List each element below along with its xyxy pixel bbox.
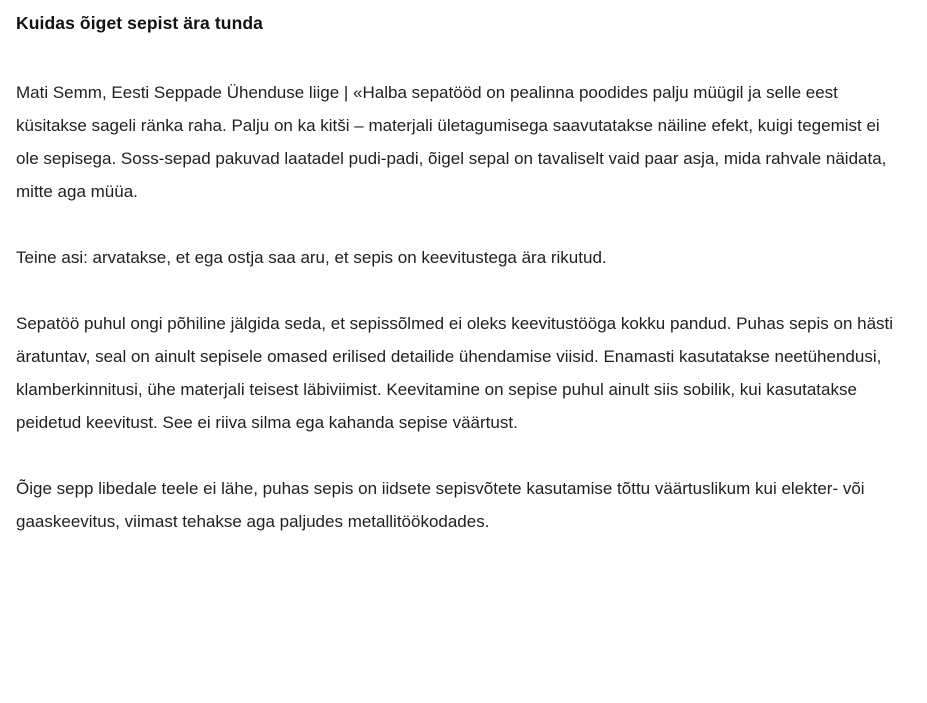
article-paragraph-1: Mati Semm, Eesti Seppade Ühenduse liige | «Halba sepatööd on pealinna poodides palju müügil ja selle eest küsitakse sageli ränka raha. Palju on ka kitši – materjali ületagumisega saavutatakse näiline efekt, kuigi tegemist ei ole sepisega. Soss-sepad pakuvad laatadel pudi-padi, õigel sepal on tavaliselt vaid paar asja, mida rahvale näidata, mitte aga müüa. xyxy=(16,82,887,201)
article-paragraph-4: Õige sepp libedale teele ei lähe, puhas sepis on iidsete sepisvõtete kasutamise tõttu väärtuslikum kui elekter- või gaaskeevitus, viimast tehakse aga paljudes metallitöökodades. xyxy=(16,478,865,531)
article-paragraph-2: Teine asi: arvatakse, et ega ostja saa aru, et sepis on keevitustega ära rikutud. xyxy=(16,247,607,267)
page-title: Kuidas õiget sepist ära tunda xyxy=(16,13,263,33)
article-paragraph-3: Sepatöö puhul ongi põhiline jälgida seda, et sepissõlmed ei oleks keevitustööga kokku pandud. Puhas sepis on hästi äratuntav, seal on ainult sepisele omased erilised detailide ühendamise viisid. Enamasti kasutatakse neetühendusi, klamberkinnitusi, ühe materjali teisest läbiviimist. Keevitamine on sepise puhul ainult siis sobilik, kui kasutatakse peidetud keevitust. See ei riiva silma ega kahanda sepise väärtust. xyxy=(16,313,894,432)
